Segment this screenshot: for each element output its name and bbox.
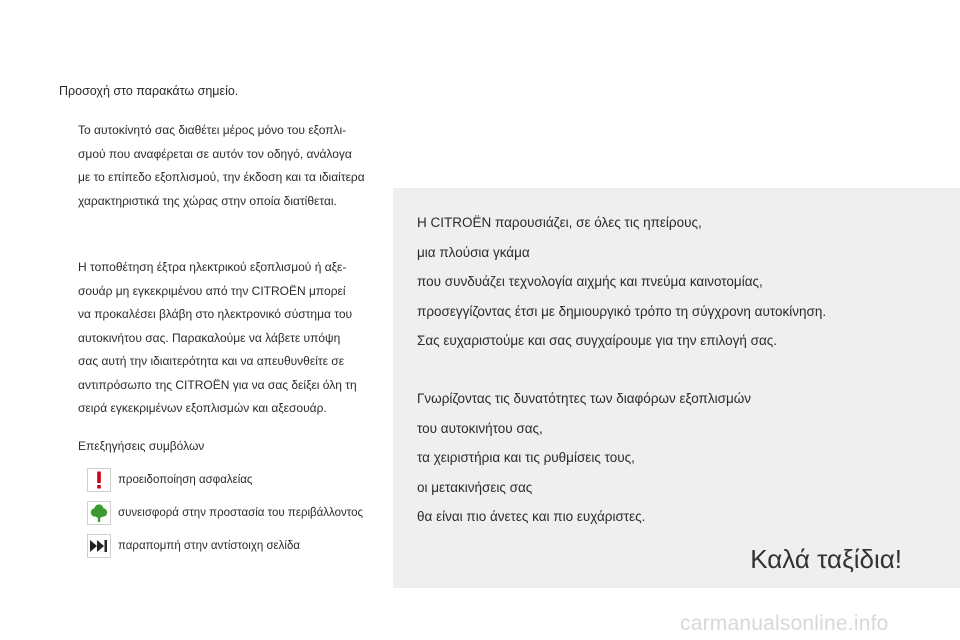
welcome-line: προσεγγίζοντας έτσι με δημιουργικό τρόπο τη σύγχρονη αυτοκίνηση. [417, 303, 827, 319]
paragraph-line: σας αυτή την ιδιαιτερότητα και να απευθυνθείτε σε [78, 354, 345, 368]
legend-item-safety-warning [87, 467, 252, 493]
welcome-line: Σας ευχαριστούμε και σας συγχαίρουμε για την επιλογή σας. [417, 333, 778, 348]
legend-item-page-reference [87, 533, 300, 559]
paragraph-line: αντιπρόσωπο της CITROËN για να σας δείξει όλη τη [78, 377, 357, 392]
environment-tree-icon [87, 501, 111, 525]
welcome-line: τα χειριστήρια και τις ρυθμίσεις τους, [417, 450, 635, 465]
welcome-text-block [417, 208, 826, 356]
intro-text: Προσοχή στο παρακάτω σημείο. [59, 84, 239, 98]
paragraph-line: χαρακτηριστικά της χώρας στην οποία διατίθεται. [78, 193, 337, 208]
paragraph-line: αυτοκινήτου σας. Παρακαλούμε να λάβετε υπόψη [78, 330, 341, 345]
legend-item-label: προειδοποίηση ασφαλείας [118, 474, 253, 486]
equipment-text-block [417, 384, 751, 532]
welcome-line: θα είναι πιο άνετες και πιο ευχάριστες. [417, 509, 646, 524]
paragraph-line: σειρά εγκεκριμένων εξοπλισμών και αξεσουάρ. [78, 401, 327, 415]
paragraph-line: σμού που αναφέρεται σε αυτόν τον οδηγό, ανάλογα [78, 146, 352, 161]
fast-forward-icon [87, 534, 111, 558]
welcome-line: Γνωρίζοντας τις δυνατότητες των διαφόρων εξοπλισμών [417, 391, 752, 406]
warning-exclamation-icon [87, 468, 111, 492]
welcome-panel [393, 188, 960, 588]
welcome-line: που συνδυάζει τεχνολογία αιχμής και πνεύμα καινοτομίας, [417, 274, 763, 289]
paragraph-line: με το επίπεδο εξοπλισμού, την έκδοση και τα ιδιαίτερα [78, 170, 365, 184]
legend-item-label: συνεισφορά στην προστασία του περιβάλλοντος [118, 507, 364, 519]
accessories-paragraph [78, 256, 376, 421]
welcome-line: του αυτοκινήτου σας, [417, 420, 543, 436]
paragraph-line: σουάρ μη εγκεκριμένου από την CITROËN μπορεί [78, 283, 346, 298]
paragraph-line: Το αυτοκίνητό σας διαθέτει μέρος μόνο του εξοπλι- [78, 123, 347, 137]
watermark: carmanualsonline.info [680, 612, 889, 635]
legend-item-environment [87, 500, 363, 526]
legend-title: Επεξηγήσεις συμβόλων [78, 439, 205, 453]
paragraph-line: Η τοποθέτηση έξτρα ηλεκτρικού εξοπλισμού ή αξε- [78, 260, 347, 274]
welcome-line: Η CITROËN παρουσιάζει, σε όλες τις ηπείρους, [417, 215, 702, 230]
closing-greeting: Καλά ταξίδια! [750, 544, 902, 574]
welcome-line: μια πλούσια γκάμα [417, 244, 530, 260]
paragraph-line: να προκαλέσει βλάβη στο ηλεκτρονικό σύστημα του [78, 307, 353, 321]
legend-item-label: παραπομπή στην αντίστοιχη σελίδα [118, 540, 301, 552]
welcome-line: οι μετακινήσεις σας [417, 479, 533, 495]
equipment-paragraph [78, 119, 376, 213]
